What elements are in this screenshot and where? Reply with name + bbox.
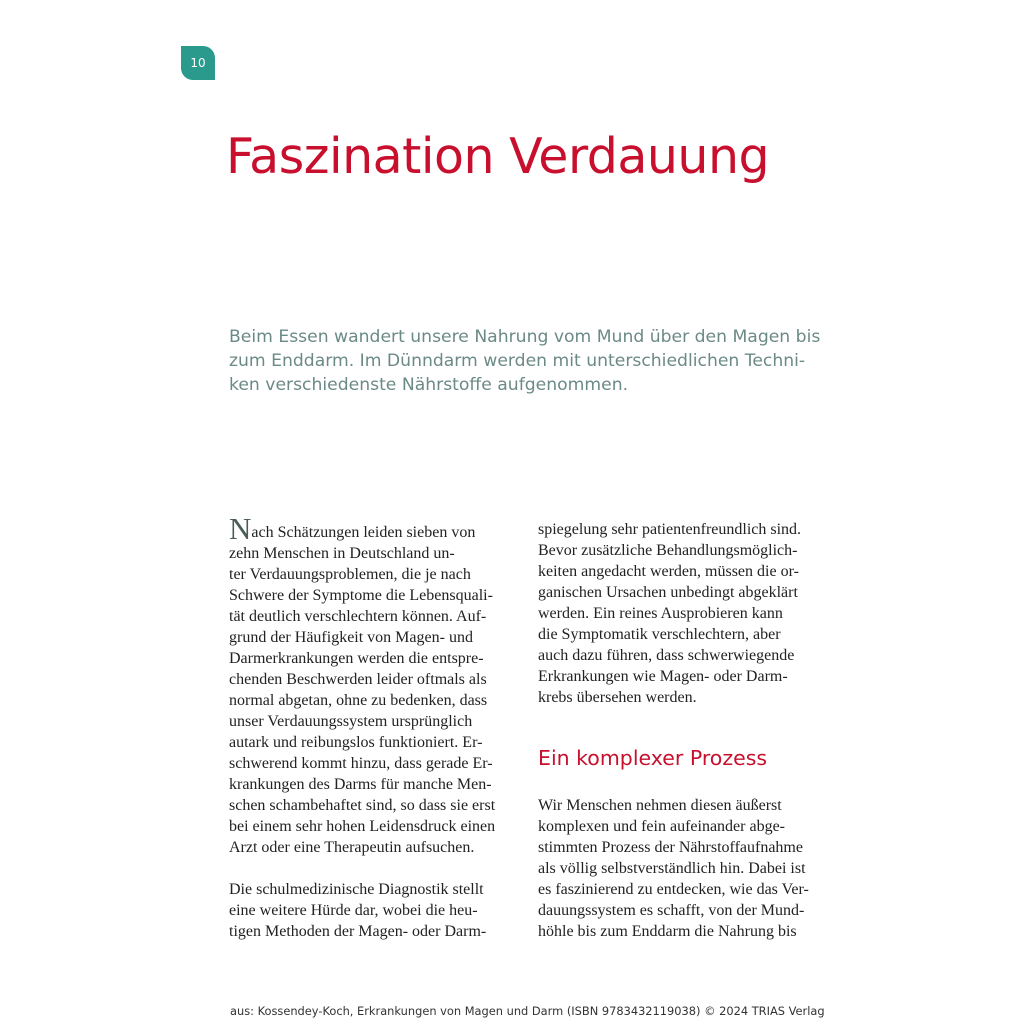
text-line: ganischen Ursachen unbedingt abgeklärt: [538, 584, 798, 601]
text-line: auch dazu führen, dass schwerwiegende: [538, 647, 795, 664]
section-subheading: Ein komplexer Prozess: [538, 746, 768, 770]
text-line: die Symptomatik verschlechtern, aber: [538, 626, 781, 643]
right-column: [538, 519, 838, 942]
text-line: Erkrankungen wie Magen- oder Darm-: [538, 668, 788, 685]
left-column: [229, 511, 519, 942]
intro-line: Beim Essen wandert unsere Nahrung vom Mund über den Magen bis: [229, 327, 821, 347]
text-line: Die schulmedizinische Diagnostik stellt: [229, 881, 484, 898]
text-line: unser Verdauungssystem ursprünglich: [229, 713, 473, 730]
text-line: als völlig selbstverständlich hin. Dabei ist: [538, 860, 806, 877]
text-line: grund der Häufigkeit von Magen- und: [229, 629, 473, 646]
right-paragraph-2: [538, 795, 838, 942]
left-paragraph-2: [229, 879, 519, 942]
text-line: autark und reibungslos funktioniert. Er-: [229, 734, 483, 751]
page-number-badge: 10: [181, 46, 215, 80]
text-line: ter Verdauungsproblemen, die je nach: [229, 566, 471, 583]
text-line: dauungssystem es schafft, von der Mund-: [538, 902, 805, 919]
text-line: stimmten Prozess der Nährstoffaufnahme: [538, 839, 803, 856]
text-line: Wir Menschen nehmen diesen äußerst: [538, 797, 782, 814]
first-line-text: ach Schätzungen leiden sieben von: [251, 524, 476, 541]
text-line: bei einem sehr hohen Leidensdruck einen: [229, 818, 496, 835]
text-line: schen schambehaftet sind, so dass sie erst: [229, 797, 496, 814]
text-line: es faszinierend zu entdecken, wie das Ver-: [538, 881, 809, 898]
intro-paragraph: [229, 325, 829, 397]
first-line: [229, 511, 519, 546]
text-line: keiten angedacht werden, müssen die or-: [538, 563, 799, 580]
text-line: komplexen und fein aufeinander abge-: [538, 818, 786, 835]
text-line: schwerend kommt hinzu, dass gerade Er-: [229, 755, 493, 772]
text-line: Arzt oder eine Therapeutin aufsuchen.: [229, 839, 475, 856]
text-line: höhle bis zum Enddarm die Nahrung bis: [538, 923, 797, 940]
intro-line: ken verschiedenste Nährstoffe aufgenommen.: [229, 375, 629, 395]
right-paragraph-1: [538, 519, 838, 708]
text-line: krebs übersehen werden.: [538, 689, 697, 706]
text-line: spiegelung sehr patientenfreundlich sind.: [538, 521, 802, 538]
left-paragraph-1: [229, 543, 519, 858]
page-title: Faszination Verdauung: [226, 128, 770, 185]
text-line: tigen Methoden der Magen- oder Darm-: [229, 923, 487, 940]
text-line: chenden Beschwerden leider oftmals als: [229, 671, 487, 688]
text-line: Schwere der Symptome die Lebensquali-: [229, 587, 493, 604]
text-line: krankungen des Darms für manche Men-: [229, 776, 492, 793]
text-line: Darmerkrankungen werden die entspre-: [229, 650, 484, 667]
source-footer: aus: Kossendey-Koch, Erkrankungen von Magen und Darm (ISBN 9783432119038) © 2024 TRIAS Verlag: [230, 1004, 825, 1018]
intro-line: zum Enddarm. Im Dünndarm werden mit unterschiedlichen Techni-: [229, 351, 806, 371]
text-line: normal abgetan, ohne zu bedenken, dass: [229, 692, 488, 709]
text-line: werden. Ein reines Ausprobieren kann: [538, 605, 783, 622]
text-line: eine weitere Hürde dar, wobei die heu-: [229, 902, 478, 919]
drop-cap: N: [229, 511, 252, 546]
text-line: tät deutlich verschlechtern können. Auf-: [229, 608, 487, 625]
text-line: zehn Menschen in Deutschland un-: [229, 545, 455, 562]
text-line: Bevor zusätzliche Behandlungsmöglich-: [538, 542, 798, 559]
